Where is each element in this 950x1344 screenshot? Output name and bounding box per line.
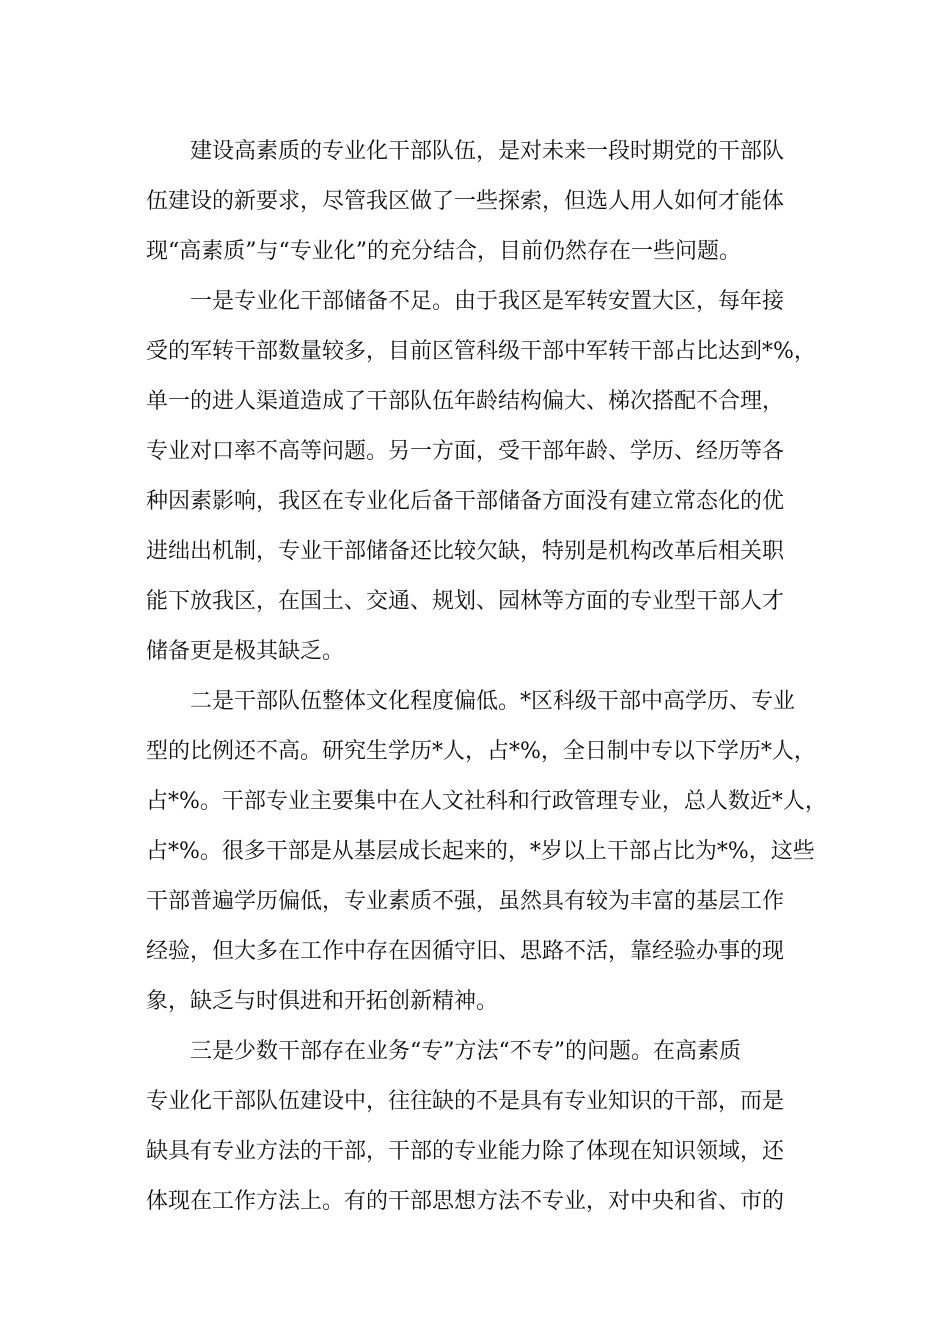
p1-line-2: 伍建设的新要求，尽管我区做了一些探索，但选人用人如何才能体 bbox=[146, 189, 785, 214]
p2-line-6: 进绌出机制，专业干部储备还比较欠缺，特别是机构改革后相关职 bbox=[146, 539, 785, 564]
p4-line-1: 三是少数干部存在业务“专”方法“不专”的问题。在高素质 bbox=[190, 1039, 741, 1064]
p2-line-8: 储备更是极其缺乏。 bbox=[146, 639, 345, 664]
p1-line-3: 现“高素质”与“专业化”的充分结合，目前仍然存在一些问题。 bbox=[146, 239, 741, 264]
p4-line-3: 缺具有专业方法的干部，干部的专业能力除了体现在知识领域，还 bbox=[146, 1139, 785, 1164]
p3-line-1: 二是干部队伍整体文化程度偏低。*区科级干部中高学历、专业 bbox=[190, 689, 796, 714]
p3-line-7: 象，缺乏与时俱进和开拓创新精神。 bbox=[146, 989, 499, 1014]
p2-line-2: 受的军转干部数量较多，目前区管科级干部中军转干部占比达到*%， bbox=[146, 339, 816, 364]
p3-line-4: 占*%。很多干部是从基层成长起来的，*岁以上干部占比为*%，这些 bbox=[146, 839, 815, 864]
p2-line-7: 能下放我区，在国土、交通、规划、园林等方面的专业型干部人才 bbox=[146, 589, 785, 614]
p2-line-5: 种因素影响，我区在专业化后备干部储备方面没有建立常态化的优 bbox=[146, 489, 785, 514]
p3-line-5: 干部普遍学历偏低，专业素质不强，虽然具有较为丰富的基层工作 bbox=[146, 889, 785, 914]
p3-line-2: 型的比例还不高。研究生学历*人，占*%，全日制中专以下学历*人， bbox=[146, 739, 816, 764]
p2-line-1: 一是专业化干部储备不足。由于我区是军转安置大区，每年接 bbox=[190, 289, 785, 314]
p2-line-4: 专业对口率不高等问题。另一方面，受干部年龄、学历、经历等各 bbox=[146, 439, 785, 464]
p4-line-4: 体现在工作方法上。有的干部思想方法不专业，对中央和省、市的 bbox=[146, 1189, 785, 1214]
p1-line-1: 建设高素质的专业化干部队伍，是对未来一段时期党的干部队 bbox=[190, 139, 785, 164]
p2-line-3: 单一的进人渠道造成了干部队伍年龄结构偏大、梯次搭配不合理， bbox=[146, 389, 785, 414]
p3-line-3: 占*%。干部专业主要集中在人文社科和行政管理专业，总人数近*人， bbox=[146, 789, 827, 814]
p4-line-2: 专业化干部队伍建设中，往往缺的不是具有专业知识的干部，而是 bbox=[146, 1089, 785, 1114]
p3-line-6: 经验，但大多在工作中存在因循守旧、思路不活，靠经验办事的现 bbox=[146, 939, 785, 964]
